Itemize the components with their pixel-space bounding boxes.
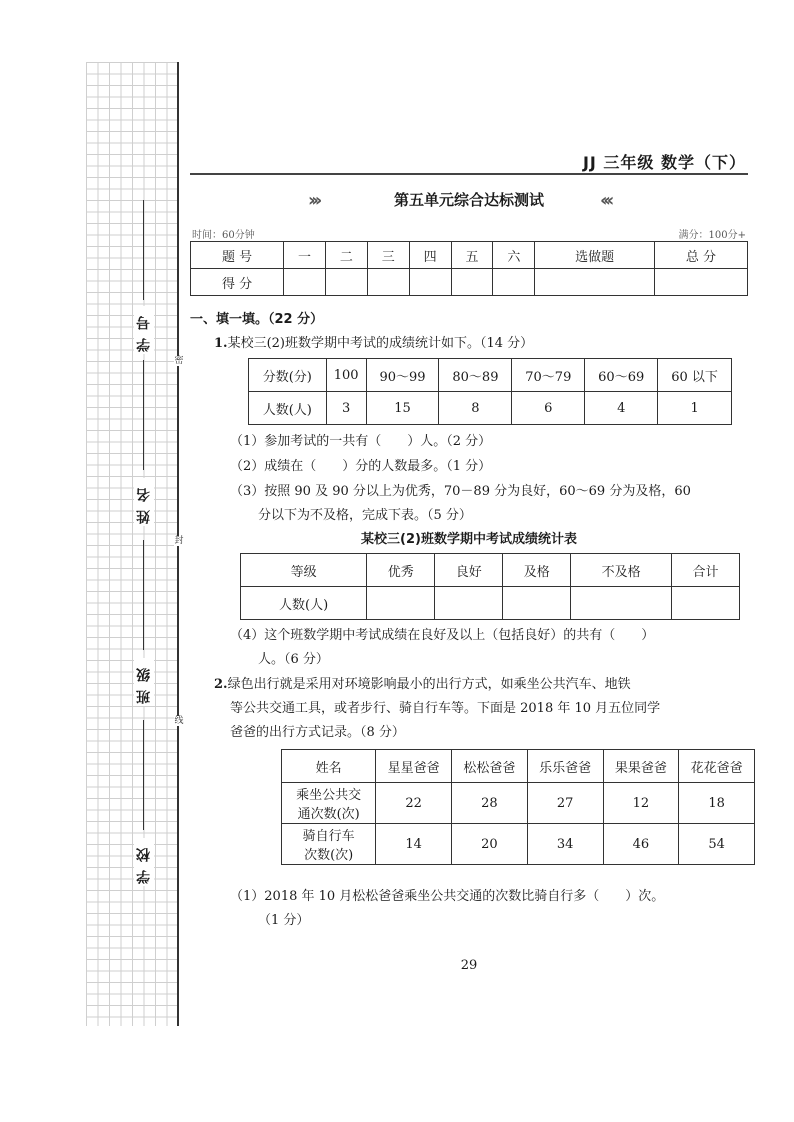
score-header-cell: 总 分 — [654, 242, 747, 269]
binding-grid — [86, 62, 178, 1026]
name-label: 姓名 — [136, 480, 152, 524]
score-input-cell[interactable] — [325, 269, 367, 296]
table-cell: 80～89 — [439, 359, 512, 392]
table-cell: 松松爸爸 — [452, 750, 528, 783]
sub-question-3-line1: （3）按照 90 及 90 分以上为优秀，70－89 分为良好，60～69 分为及格，60 — [230, 484, 691, 499]
answer-cell[interactable] — [435, 587, 503, 620]
score-input-cell[interactable] — [493, 269, 535, 296]
table-cell: 90～99 — [366, 359, 439, 392]
table-row — [249, 359, 732, 392]
answer-cell[interactable] — [367, 587, 435, 620]
table-cell: 人数(人) — [241, 587, 367, 620]
answer-cell[interactable] — [671, 587, 739, 620]
score-header-cell: 二 — [325, 242, 367, 269]
table-row — [241, 587, 740, 620]
name-line — [143, 360, 144, 470]
table-cell: 60～69 — [585, 359, 658, 392]
sub-question-4-line2: 人。（6 分） — [258, 652, 329, 667]
score-header-cell: 四 — [409, 242, 451, 269]
score-header-cell: 五 — [451, 242, 493, 269]
table-cell: 60 以下 — [658, 359, 732, 392]
table-row — [282, 824, 755, 865]
answer-cell[interactable] — [503, 587, 571, 620]
q2-sub-question-1-line1: （1）2018 年 10 月松松爸爸乘坐公共交通的次数比骑自行多（ ）次。 — [230, 889, 665, 904]
header-rule — [190, 173, 748, 175]
score-input-cell[interactable] — [535, 269, 655, 296]
book-title: JJ 三年级 数学（下） — [582, 153, 746, 172]
table-row — [282, 783, 755, 824]
score-header-cell: 选做题 — [535, 242, 655, 269]
question-2-line3: 爸爸的出行方式记录。（8 分） — [230, 725, 405, 740]
q2-sub-question-1-line2: （1 分） — [258, 913, 310, 928]
row-label: 乘坐公共交 — [296, 788, 362, 803]
question-text: 某校三(2)班数学期中考试的成绩统计如下。（14 分） — [227, 336, 534, 351]
table-row — [241, 554, 740, 587]
question-2-line1 — [214, 673, 631, 697]
fold-mark-1: 密 — [174, 356, 184, 366]
table-cell: 14 — [376, 824, 452, 865]
score-header-cell: 题 号 — [191, 242, 284, 269]
table-cell: 及格 — [503, 554, 571, 587]
score-input-cell[interactable] — [451, 269, 493, 296]
table-cell: 8 — [439, 392, 512, 425]
score-input-cell[interactable] — [284, 269, 326, 296]
table-cell: 姓名 — [282, 750, 376, 783]
score-table-header — [191, 242, 748, 269]
chevron-left-icon: ‹‹‹ — [600, 190, 611, 211]
score-input-cell[interactable] — [654, 269, 747, 296]
table-cell: 合计 — [671, 554, 739, 587]
fold-mark-2: 封 — [174, 536, 184, 546]
table-cell: 1 — [658, 392, 732, 425]
full-score: 满分：100分+ — [678, 230, 746, 241]
score-header-cell: 六 — [493, 242, 535, 269]
score-input-cell[interactable] — [409, 269, 451, 296]
table-cell: 34 — [527, 824, 603, 865]
table-cell — [282, 783, 376, 824]
grade-stats-table — [240, 553, 740, 620]
table-cell: 27 — [527, 783, 603, 824]
table-caption: 某校三(2)班数学期中考试成绩统计表 — [361, 532, 577, 547]
table-cell: 4 — [585, 392, 658, 425]
score-distribution-table — [248, 358, 732, 425]
score-table-row — [191, 269, 748, 296]
table-cell: 70～79 — [512, 359, 585, 392]
page-number: 29 — [460, 958, 478, 973]
class-label: 班级 — [136, 660, 152, 704]
time-limit: 时间：60分钟 — [192, 230, 255, 241]
score-header-cell: 一 — [284, 242, 326, 269]
table-cell: 12 — [603, 783, 679, 824]
table-cell: 不及格 — [571, 554, 672, 587]
score-header-cell: 三 — [367, 242, 409, 269]
sub-question-1: （1）参加考试的一共有（ ）人。（2 分） — [230, 434, 492, 449]
question-number: 1. — [214, 336, 228, 351]
section-title: 一、填一填。（22 分） — [190, 312, 324, 327]
table-cell: 15 — [366, 392, 439, 425]
table-cell: 28 — [452, 783, 528, 824]
table-cell: 优秀 — [367, 554, 435, 587]
question-2-line2: 等公共交通工具，或者步行、骑自行车等。下面是 2018 年 10 月五位同学 — [230, 701, 661, 716]
question-number: 2. — [214, 677, 228, 692]
class-line — [143, 540, 144, 650]
table-cell: 46 — [603, 824, 679, 865]
score-row-label: 得 分 — [191, 269, 284, 296]
table-row — [282, 750, 755, 783]
score-table — [190, 241, 748, 296]
table-cell: 20 — [452, 824, 528, 865]
row-label: 骑自行车 — [302, 829, 355, 844]
sub-question-2: （2）成绩在（ ）分的人数最多。（1 分） — [230, 459, 492, 474]
sub-question-3-line2: 分以下为不及格，完成下表。（5 分） — [258, 508, 472, 523]
school-label: 学校 — [136, 840, 152, 884]
table-row — [249, 392, 732, 425]
answer-cell[interactable] — [571, 587, 672, 620]
chevron-right-icon: ››› — [308, 190, 319, 211]
student-id-label: 学号 — [136, 308, 152, 352]
sub-question-4-line1: （4）这个班数学期中考试成绩在良好及以上（包括良好）的共有（ ） — [230, 628, 655, 643]
school-line — [143, 720, 144, 830]
table-cell: 人数(人) — [249, 392, 327, 425]
table-cell: 18 — [679, 783, 755, 824]
student-id-line — [143, 200, 144, 300]
question-1-text — [214, 332, 533, 356]
table-cell: 54 — [679, 824, 755, 865]
test-title: 第五单元综合达标测试 — [393, 191, 544, 209]
table-cell: 6 — [512, 392, 585, 425]
score-input-cell[interactable] — [367, 269, 409, 296]
table-cell: 等级 — [241, 554, 367, 587]
table-cell: 良好 — [435, 554, 503, 587]
table-cell: 花花爸爸 — [679, 750, 755, 783]
row-label: 通次数(次) — [297, 807, 360, 822]
table-cell: 22 — [376, 783, 452, 824]
table-cell: 分数(分) — [249, 359, 327, 392]
table-cell: 星星爸爸 — [376, 750, 452, 783]
table-cell — [282, 824, 376, 865]
row-label: 次数(次) — [304, 848, 354, 863]
table-cell: 100 — [326, 359, 366, 392]
table-cell: 果果爸爸 — [603, 750, 679, 783]
table-cell: 乐乐爸爸 — [527, 750, 603, 783]
question-text: 绿色出行就是采用对环境影响最小的出行方式，如乘坐公共汽车、地铁 — [227, 677, 631, 692]
table-cell: 3 — [326, 392, 366, 425]
fold-mark-3: 线 — [174, 716, 184, 726]
travel-record-table — [281, 749, 755, 865]
